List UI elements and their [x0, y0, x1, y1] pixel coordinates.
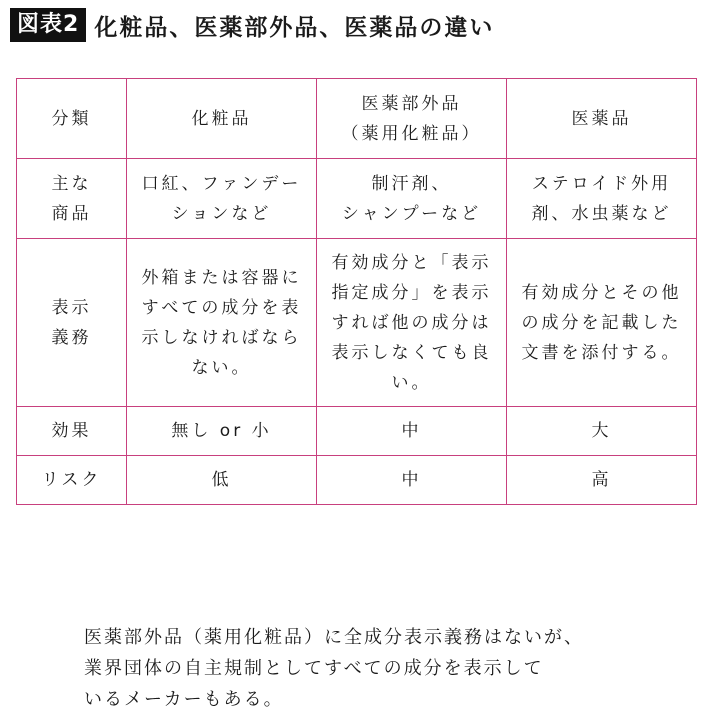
header-category: 分類	[17, 79, 127, 159]
row-label-products	[17, 159, 127, 239]
cell-labeling-cosmetics: 外箱または容器にすべての成分を表示しなければならない。	[127, 239, 317, 407]
cell-effect-cosmetics: 無し or 小	[127, 407, 317, 456]
footnote-line3: いるメーカーもある。	[84, 689, 284, 710]
header-quasi-drugs-line2: （薬用化粧品）	[341, 123, 482, 144]
row-label-products-line2: 商品	[51, 203, 92, 224]
figure-header	[10, 8, 494, 42]
footnote-line2: 業界団体の自主規制としてすべての成分を表示して	[84, 658, 544, 679]
row-label-labeling-line2: 義務	[51, 327, 92, 348]
header-quasi-drugs-line1: 医薬部外品	[361, 93, 462, 114]
table-row-effect	[17, 407, 697, 456]
cell-labeling-quasi-drugs: 有効成分と「表示指定成分」を表示すれば他の成分は表示しなくても良い。	[317, 239, 507, 407]
footnote-line1: 医薬部外品（薬用化粧品）に全成分表示義務はないが、	[84, 627, 584, 648]
figure-title: 化粧品、医薬部外品、医薬品の違い	[94, 14, 495, 41]
header-quasi-drugs	[317, 79, 507, 159]
comparison-table	[16, 78, 697, 505]
cell-products-quasi-drugs-line1: 制汗剤、	[371, 173, 452, 194]
cell-risk-cosmetics: 低	[127, 456, 317, 505]
cell-products-quasi-drugs	[317, 159, 507, 239]
cell-products-drugs: ステロイド外用剤、水虫薬など	[507, 159, 697, 239]
cell-products-cosmetics: 口紅、ファンデーションなど	[127, 159, 317, 239]
header-cosmetics: 化粧品	[127, 79, 317, 159]
table-row-labeling	[17, 239, 697, 407]
figure-label: 図表2	[10, 8, 86, 42]
row-label-risk: リスク	[17, 456, 127, 505]
footnote	[84, 622, 684, 715]
header-drugs: 医薬品	[507, 79, 697, 159]
cell-risk-quasi-drugs: 中	[317, 456, 507, 505]
cell-effect-quasi-drugs: 中	[317, 407, 507, 456]
row-label-labeling-line1: 表示	[51, 297, 92, 318]
row-label-effect: 効果	[17, 407, 127, 456]
table-row-risk	[17, 456, 697, 505]
cell-risk-drugs: 高	[507, 456, 697, 505]
row-label-labeling	[17, 239, 127, 407]
cell-effect-drugs: 大	[507, 407, 697, 456]
table-row-products	[17, 159, 697, 239]
cell-products-quasi-drugs-line2: シャンプーなど	[341, 203, 482, 224]
cell-labeling-drugs: 有効成分とその他の成分を記載した文書を添付する。	[507, 239, 697, 407]
row-label-products-line1: 主な	[51, 173, 92, 194]
table-header-row	[17, 79, 697, 159]
